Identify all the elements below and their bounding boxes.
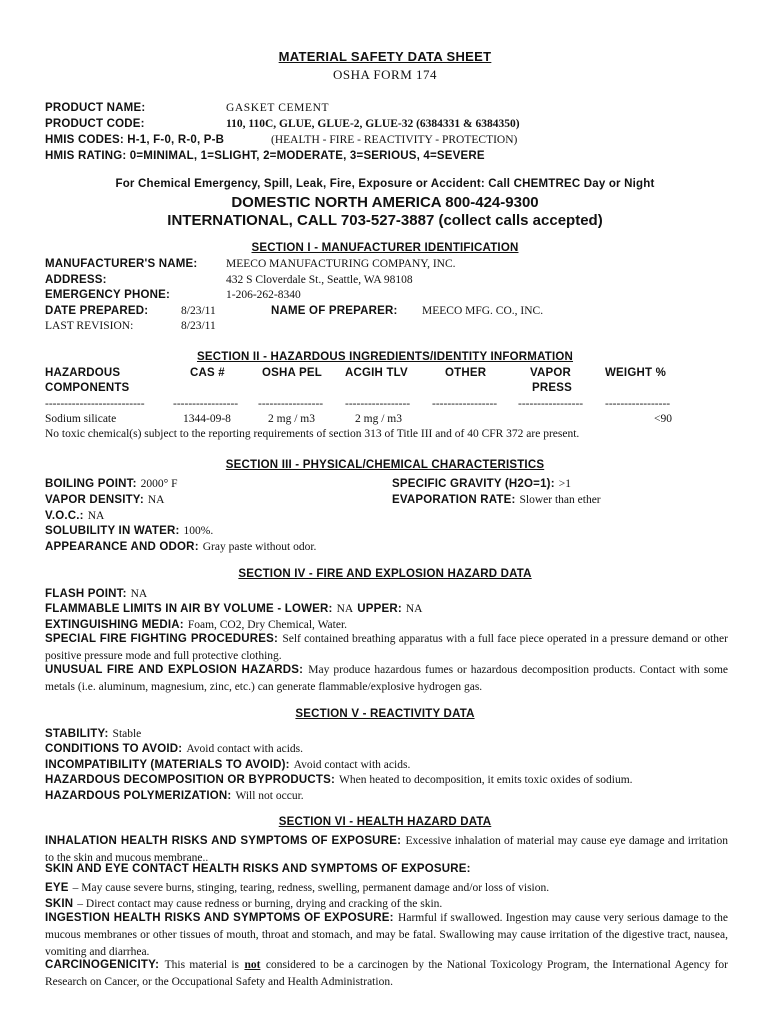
col-osha-pel: OSHA PEL — [262, 367, 322, 379]
decomposition-value: When heated to decomposition, it emits toxic oxides of sodium. — [339, 774, 633, 786]
section-1-title: SECTION I - MANUFACTURER IDENTIFICATION — [251, 242, 519, 254]
carcinogenicity-post: considered to be a carcinogen by the National Toxicology Program, the International Agency for Research on Cancer, or the Occupational Safety and Health Administration. — [45, 959, 728, 988]
inhalation-value: Excessive inhalation of material may cause eye damage and irritation to the skin and mucous membrane.. — [45, 835, 728, 864]
hmis-codes-note: (HEALTH - FIRE - REACTIVITY - PROTECTION) — [271, 134, 518, 146]
flammable-upper-label: UPPER: — [357, 603, 402, 615]
col-vapor-1: VAPOR — [530, 367, 572, 379]
address-value: 432 S Cloverdale St., Seattle, WA 98108 — [226, 274, 413, 286]
incompatibility-value: Avoid contact with acids. — [293, 759, 411, 771]
specific-gravity-value: >1 — [558, 478, 571, 490]
flammable-lower-value: NA — [336, 603, 354, 615]
date-prepared-label: DATE PREPARED: — [45, 305, 149, 317]
emergency-international: INTERNATIONAL, CALL 703-527-3887 (collect calls accepted) — [167, 212, 603, 229]
flash-point-value: NA — [130, 588, 148, 600]
appearance-label: APPEARANCE AND ODOR: — [45, 541, 199, 553]
dash-other: ----------------- — [432, 398, 498, 410]
hmis-codes: HMIS CODES: H-1, F-0, R-0, P-B — [45, 134, 225, 146]
ingestion-value: Harmful if swallowed. Ingestion may cause very serious damage to the mucous membranes or other tissues of mouth, throat and stomach, and may be fatal. Swallowing may cause irritation of the digestive tract, nausea, vomiting and diarrhea. — [45, 912, 729, 958]
emergency-phone-value: 1-206-262-8340 — [226, 289, 301, 301]
special-procedures — [45, 630, 728, 664]
dash-acgih: ----------------- — [345, 398, 411, 410]
flammable-limits-label: FLAMMABLE LIMITS IN AIR BY VOLUME - LOWER: — [45, 603, 333, 615]
ingestion-label: INGESTION HEALTH RISKS AND SYMPTOMS OF EXPOSURE: — [45, 912, 394, 924]
polymerization — [45, 786, 304, 804]
inhalation-risks — [45, 832, 728, 866]
flash-point-label: FLASH POINT: — [45, 588, 127, 600]
dash-components: -------------------------- — [45, 398, 145, 410]
ingestion-risks — [45, 909, 728, 960]
section-3-title: SECTION III - PHYSICAL/CHEMICAL CHARACTERISTICS — [225, 459, 545, 471]
row-acgih: 2 mg / m3 — [355, 413, 402, 425]
date-prepared-value: 8/23/11 — [181, 305, 216, 317]
document-title: MATERIAL SAFETY DATA SHEET — [278, 49, 492, 64]
inhalation-label: INHALATION HEALTH RISKS AND SYMPTOMS OF EXPOSURE: — [45, 835, 402, 847]
last-revision-value: 8/23/11 — [181, 320, 216, 332]
col-vapor-2: PRESS — [532, 382, 572, 394]
boiling-point-label: BOILING POINT: — [45, 478, 137, 490]
section-4-title: SECTION IV - FIRE AND EXPLOSION HAZARD DATA — [238, 568, 532, 580]
col-other: OTHER — [445, 367, 487, 379]
preparer-value: MEECO MFG. CO., INC. — [422, 305, 544, 317]
dash-cas: ----------------- — [173, 398, 239, 410]
procedures-label: SPECIAL FIRE FIGHTING PROCEDURES: — [45, 633, 278, 645]
product-code-label: PRODUCT CODE: — [45, 118, 145, 130]
solubility-label: SOLUBILITY IN WATER: — [45, 525, 180, 537]
emergency-intro: For Chemical Emergency, Spill, Leak, Fire, Exposure or Accident: Call CHEMTREC Day or Night — [115, 178, 655, 190]
eye-label: EYE — [45, 882, 69, 894]
specific-gravity-label: SPECIFIC GRAVITY (H2O=1): — [392, 478, 555, 490]
hmis-rating: HMIS RATING: 0=MINIMAL, 1=SLIGHT, 2=MODERATE, 3=SERIOUS, 4=SEVERE — [45, 150, 485, 162]
carcinogenicity — [45, 956, 728, 990]
appearance-odor — [45, 537, 316, 555]
document-subtitle: OSHA FORM 174 — [332, 67, 438, 82]
col-cas: CAS # — [190, 367, 225, 379]
carcinogenicity-pre: This material is — [164, 959, 239, 971]
section-6-title: SECTION VI - HEALTH HAZARD DATA — [278, 816, 492, 828]
procedures-value: Self contained breathing apparatus with a full face piece operated in a pressure demand or other positive pressure mode and full protective clothing. — [45, 633, 728, 662]
extinguishing-label: EXTINGUISHING MEDIA: — [45, 619, 184, 631]
section-5-title: SECTION V - REACTIVITY DATA — [295, 708, 475, 720]
polymerization-value: Will not occur. — [235, 790, 304, 802]
carcinogenicity-not: not — [244, 959, 261, 971]
evaporation-rate — [392, 490, 601, 508]
col-components-2: COMPONENTS — [45, 382, 130, 394]
appearance-value: Gray paste without odor. — [202, 541, 317, 553]
boiling-point-value: 2000° F — [140, 478, 178, 490]
emergency-domestic: DOMESTIC NORTH AMERICA 800-424-9300 — [231, 194, 539, 211]
col-components-1: HAZARDOUS — [45, 367, 121, 379]
incompatibility-label: INCOMPATIBILITY (MATERIALS TO AVOID): — [45, 759, 290, 771]
flammable-upper-value: NA — [405, 603, 423, 615]
carcinogenicity-label: CARCINOGENICITY: — [45, 959, 160, 971]
extinguishing-value: Foam, CO2, Dry Chemical, Water. — [187, 619, 348, 631]
hazards-value: May produce hazardous fumes or hazardous decomposition products. Contact with some metals (i.e. aluminum, magnesium, zinc, etc.) can generate flammable/explosive hydrogen gas. — [45, 664, 729, 693]
hazards-label: UNUSUAL FIRE AND EXPLOSION HAZARDS: — [45, 664, 304, 676]
vapor-density-value: NA — [147, 494, 165, 506]
conditions-value: Avoid contact with acids. — [186, 743, 304, 755]
decomposition-label: HAZARDOUS DECOMPOSITION OR BYPRODUCTS: — [45, 774, 335, 786]
row-component: Sodium silicate — [45, 413, 117, 425]
evaporation-rate-label: EVAPORATION RATE: — [392, 494, 516, 506]
dash-osha: ----------------- — [258, 398, 324, 410]
manufacturer-label: MANUFACTURER'S NAME: — [45, 258, 198, 270]
product-code-value: 110, 110C, GLUE, GLUE-2, GLUE-32 (6384331 & 6384350) — [226, 118, 520, 130]
dash-weight: ----------------- — [605, 398, 671, 410]
dash-vapor: ----------------- — [518, 398, 584, 410]
row-weight: <90 — [654, 413, 672, 425]
skin-eye-label: SKIN AND EYE CONTACT HEALTH RISKS AND SYMPTOMS OF EXPOSURE: — [45, 863, 471, 875]
row-osha: 2 mg / m3 — [268, 413, 315, 425]
section-2-title: SECTION II - HAZARDOUS INGREDIENTS/IDENTITY INFORMATION — [196, 351, 574, 363]
last-revision-label: LAST REVISION: — [45, 320, 134, 332]
eye-value: – May cause severe burns, stinging, tearing, redness, swelling, permanent damage and/or loss of vision. — [72, 882, 550, 894]
voc-value: NA — [87, 510, 105, 522]
voc-label: V.O.C.: — [45, 510, 84, 522]
solubility-value: 100%. — [183, 525, 214, 537]
vapor-density-label: VAPOR DENSITY: — [45, 494, 144, 506]
skin-value: – Direct contact may cause redness or burning, drying and cracking of the skin. — [77, 898, 443, 910]
evaporation-rate-value: Slower than ether — [519, 494, 601, 506]
preparer-label: NAME OF PREPARER: — [271, 305, 398, 317]
manufacturer-value: MEECO MANUFACTURING COMPANY, INC. — [226, 258, 456, 270]
stability-label: STABILITY: — [45, 728, 109, 740]
polymerization-label: HAZARDOUS POLYMERIZATION: — [45, 790, 232, 802]
skin-label: SKIN — [45, 898, 74, 910]
address-label: ADDRESS: — [45, 274, 107, 286]
unusual-hazards — [45, 661, 728, 695]
product-name-label: PRODUCT NAME: — [45, 102, 146, 114]
emergency-phone-label: EMERGENCY PHONE: — [45, 289, 171, 301]
col-weight: WEIGHT % — [605, 367, 667, 379]
product-name-value: GASKET CEMENT — [226, 102, 330, 114]
section-2-note: No toxic chemical(s) subject to the reporting requirements of section 313 of Title III and of 40 CFR 372 are present. — [45, 428, 580, 440]
conditions-label: CONDITIONS TO AVOID: — [45, 743, 183, 755]
stability-value: Stable — [112, 728, 142, 740]
row-cas: 1344-09-8 — [183, 413, 231, 425]
col-acgih-tlv: ACGIH TLV — [345, 367, 408, 379]
